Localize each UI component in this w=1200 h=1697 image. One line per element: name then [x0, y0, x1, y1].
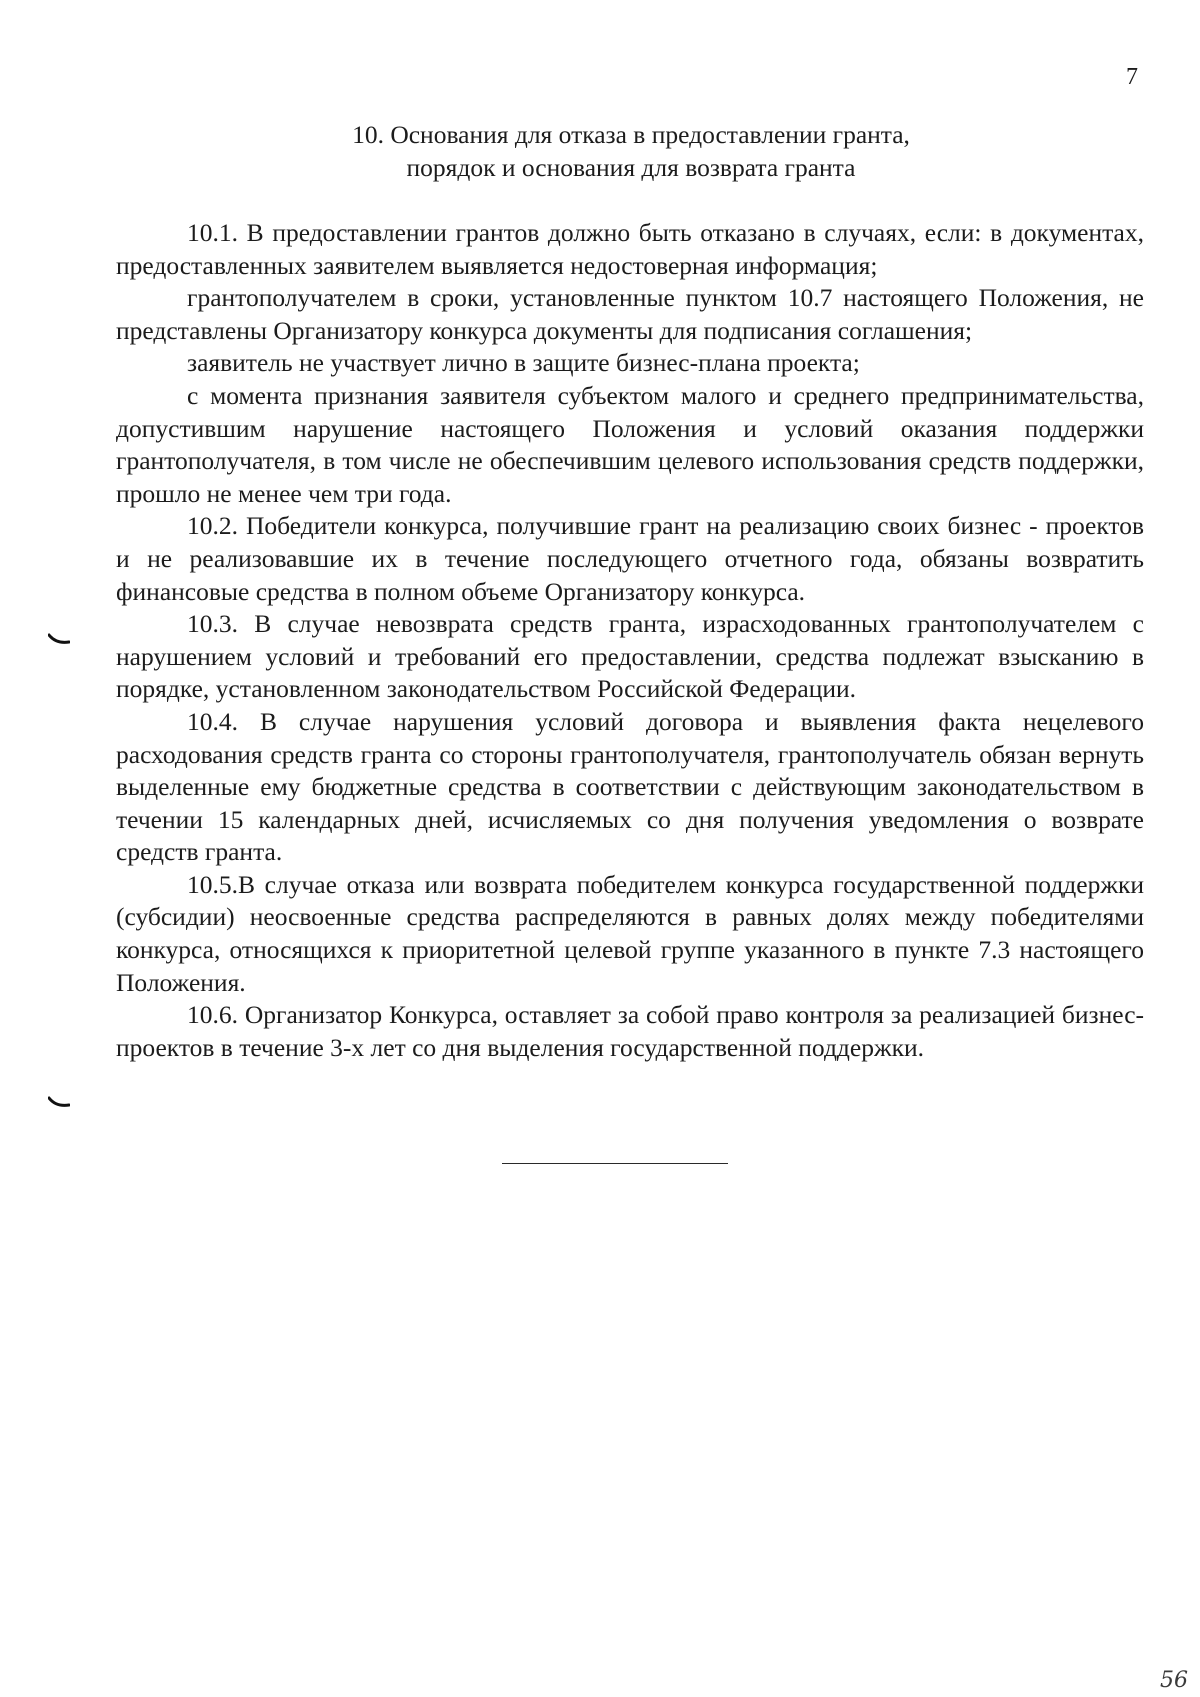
paragraph-10-1-item-3: заявитель не участвует лично в защите бизнес-плана проекта;	[187, 348, 860, 378]
margin-check-mark-icon	[48, 633, 70, 645]
margin-check-mark-icon	[48, 1096, 70, 1108]
paragraph-10-6: 10.6. Организатор Конкурса, оставляет за собой право контроля за реализацией бизнес-проектов в течение 3-х лет со дня выделения государственной поддержки.	[116, 1000, 1144, 1062]
paragraph-10-1-item-2: грантополучателем в сроки, установленные пунктом 10.7 настоящего Положения, не представлены Организатору конкурса документы для подписания соглашения;	[116, 283, 1144, 345]
section-title	[116, 118, 1146, 184]
body-text	[116, 217, 1144, 1064]
paragraph-10-5: 10.5.В случае отказа или возврата победителем конкурса государственной поддержки (субсидии) неосвоенные средства распределяются в равных долях между победителями конкурса, относящихся к приоритетной целевой группе указанного в пункте 7.3 настоящего Положения.	[116, 869, 1144, 997]
closing-rule	[502, 1163, 728, 1164]
paragraph-10-2: 10.2. Победители конкурса, получившие грант на реализацию своих бизнес - проектов и не реализовавшие их в течение последующего отчетного года, обязаны возвратить финансовые средства в полном объеме Организатору конкурса.	[116, 511, 1144, 606]
section-title-line-1: 10. Основания для отказа в предоставлении гранта,	[352, 120, 910, 149]
paragraph-10-1: 10.1. В предоставлении грантов должно быть отказано в случаях, если: в документах, предоставленных заявителем выявляется недостоверная информация;	[116, 218, 1144, 280]
paragraph-10-4: 10.4. В случае нарушения условий договора и выявления факта нецелевого расходования средств гранта со стороны грантополучателя, грантополучатель обязан вернуть выделенные ему бюджетные средства в соответствии с действующим законодательством в течении 15 календарных дней, исчисляемых со дня получения уведомления о возврате средств гранта.	[116, 706, 1144, 867]
paragraph-10-1-item-4: с момента признания заявителя субъектом малого и среднего предпринимательства, допустившим нарушение настоящего Положения и условий оказания поддержки грантополучателя, в том числе не обеспечившим целевого использования средств поддержки, прошло не менее чем три года.	[116, 380, 1144, 508]
page-number: 7	[1126, 64, 1138, 90]
section-title-line-2: порядок и основания для возврата гранта	[406, 153, 856, 182]
paragraph-10-3: 10.3. В случае невозврата средств гранта, израсходованных грантополучателем с нарушением условий и требований его предоставлении, средства подлежат взысканию в порядке, установленном законодательством Российской Федерации.	[116, 609, 1144, 704]
handwritten-sheet-number: 56	[1160, 1668, 1188, 1693]
